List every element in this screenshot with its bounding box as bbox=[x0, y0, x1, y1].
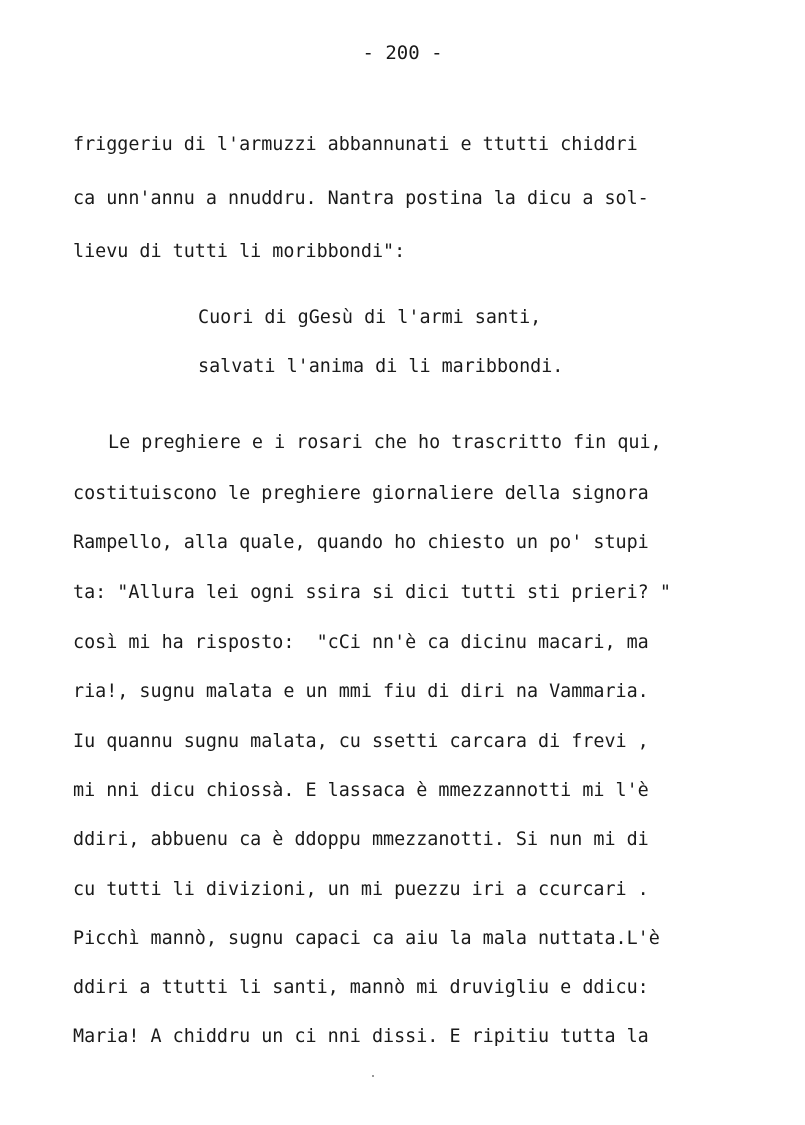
text-line: Le preghiere e i rosari che ho trascritto fin qui, bbox=[108, 432, 662, 453]
text-line: Rampello, alla quale, quando ho chiesto un po' stupi bbox=[73, 532, 649, 553]
verse-line: Cuori di gGesù di l'armi santi, bbox=[198, 307, 542, 328]
text-line: lievu di tutti li moribbondi": bbox=[73, 241, 406, 262]
text-line: ria!, sugnu malata e un mmi fiu di diri na Vammaria. bbox=[73, 681, 649, 702]
text-line: Maria! A chiddru un ci nni dissi. E ripitiu tutta la bbox=[73, 1026, 649, 1047]
text-line: ddiri, abbuenu ca è ddoppu mmezzanotti. Si nun mi di bbox=[73, 829, 649, 850]
text-line: così mi ha risposto: "cCi nn'è ca dicinu macari, ma bbox=[73, 632, 649, 653]
text-line: Picchì mannò, sugnu capaci ca aiu la mala nuttata.L'è bbox=[73, 928, 660, 949]
verse-line: salvati l'anima di li maribbondi. bbox=[198, 356, 564, 377]
text-line: ca unn'annu a nnuddru. Nantra postina la dicu a sol- bbox=[73, 188, 649, 209]
text-line: ta: "Allura lei ogni ssira si dici tutti sti prieri? " bbox=[73, 582, 671, 603]
text-line: cu tutti li divizioni, un mi puezzu iri a ccurcari . bbox=[73, 879, 649, 900]
page-number: - 200 - bbox=[362, 42, 443, 64]
text-line: costituiscono le preghiere giornaliere della signora bbox=[73, 483, 649, 504]
text-line: Iu quannu sugnu malata, cu ssetti carcara di frevi , bbox=[73, 731, 649, 752]
text-line: friggeriu di l'armuzzi abbannunati e ttutti chiddri bbox=[73, 134, 638, 155]
text-line: ddiri a ttutti li santi, mannò mi druvigliu e ddicu: bbox=[73, 977, 649, 998]
text-line: mi nni dicu chiossà. E lassaca è mmezzannotti mi l'è bbox=[73, 780, 649, 801]
paper-speck bbox=[372, 1075, 374, 1077]
